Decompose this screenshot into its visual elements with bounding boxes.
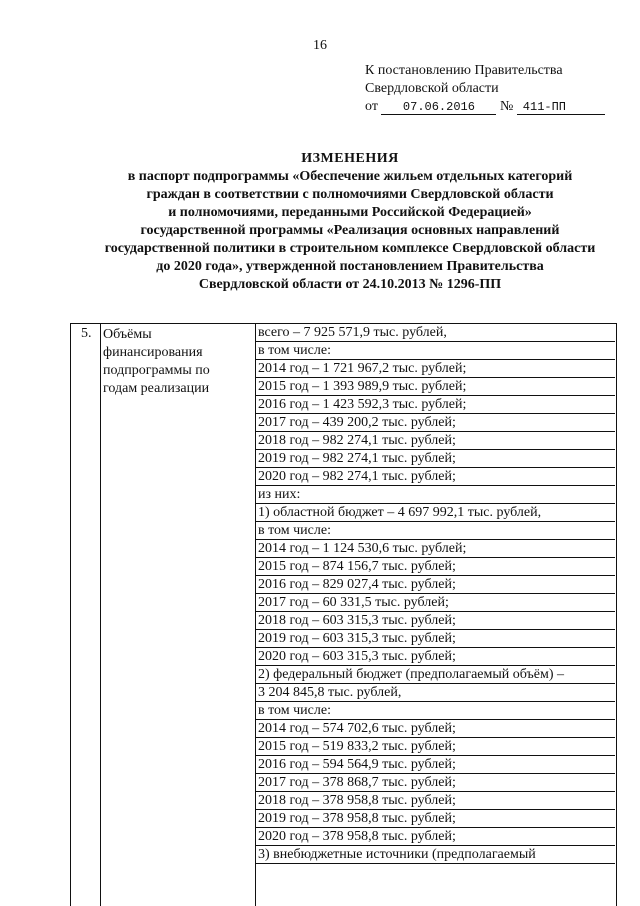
appendix-line-1: К постановлению Правительства bbox=[365, 63, 563, 78]
title-line: и полномочиями, переданными Российской Федерацией» bbox=[168, 205, 532, 220]
value-line: 2020 год – 378 958,8 тыс. рублей; bbox=[256, 828, 615, 846]
number-label: № bbox=[499, 99, 514, 114]
row-name-line: Объёмы bbox=[103, 327, 152, 342]
value-line: 2018 год – 603 315,3 тыс. рублей; bbox=[256, 612, 615, 630]
value-line: 3) внебюджетные источники (предполагаемый bbox=[256, 846, 615, 864]
value-line: 2019 год – 982 274,1 тыс. рублей; bbox=[256, 450, 615, 468]
appendix-line-3 bbox=[365, 98, 605, 116]
page-number: 16 bbox=[313, 38, 327, 53]
value-line: 2017 год – 439 200,2 тыс. рублей; bbox=[256, 414, 615, 432]
value-line: в том числе: bbox=[256, 522, 615, 540]
row-value-cell bbox=[256, 324, 615, 864]
row-name-cell bbox=[101, 324, 256, 906]
value-line: в том числе: bbox=[256, 702, 615, 720]
from-label: от bbox=[365, 99, 378, 114]
title-line: граждан в соответствии с полномочиями Свердловской области bbox=[146, 187, 554, 202]
appendix-line-2: Свердловской области bbox=[365, 81, 499, 96]
row-name-line: годам реализации bbox=[103, 381, 210, 396]
value-line: 2016 год – 829 027,4 тыс. рублей; bbox=[256, 576, 615, 594]
value-line: в том числе: bbox=[256, 342, 615, 360]
value-line: 2019 год – 378 958,8 тыс. рублей; bbox=[256, 810, 615, 828]
value-line: 2020 год – 603 315,3 тыс. рублей; bbox=[256, 648, 615, 666]
row-name bbox=[103, 326, 210, 398]
title-line: до 2020 года», утвержденной постановлением Правительства bbox=[156, 259, 544, 274]
value-line: 2017 год – 60 331,5 тыс. рублей; bbox=[256, 594, 615, 612]
title-head: ИЗМЕНЕНИЯ bbox=[301, 151, 399, 166]
value-line: 2015 год – 1 393 989,9 тыс. рублей; bbox=[256, 378, 615, 396]
value-line: 2014 год – 1 721 967,2 тыс. рублей; bbox=[256, 360, 615, 378]
decree-date: 07.06.2016 bbox=[381, 100, 496, 115]
title-line: Свердловской области от 24.10.2013 № 1296-ПП bbox=[198, 277, 502, 292]
row-name-line: финансирования bbox=[103, 345, 203, 360]
value-line: 2017 год – 378 868,7 тыс. рублей; bbox=[256, 774, 615, 792]
value-line: 2015 год – 874 156,7 тыс. рублей; bbox=[256, 558, 615, 576]
value-line: 2016 год – 1 423 592,3 тыс. рублей; bbox=[256, 396, 615, 414]
title-line: государственной программы «Реализация основных направлений bbox=[140, 223, 560, 238]
value-line: 2014 год – 1 124 530,6 тыс. рублей; bbox=[256, 540, 615, 558]
value-line: 2018 год – 982 274,1 тыс. рублей; bbox=[256, 432, 615, 450]
decree-number: 411-ПП bbox=[517, 100, 605, 115]
appendix-block bbox=[365, 62, 605, 116]
value-line: 2014 год – 574 702,6 тыс. рублей; bbox=[256, 720, 615, 738]
row-name-line: подпрограммы по bbox=[103, 363, 210, 378]
value-line: 3 204 845,8 тыс. рублей, bbox=[256, 684, 615, 702]
title-line: в паспорт подпрограммы «Обеспечение жильем отдельных категорий bbox=[127, 169, 573, 184]
financing-table bbox=[70, 323, 617, 906]
row-number: 5. bbox=[81, 326, 92, 341]
value-line: 2015 год – 519 833,2 тыс. рублей; bbox=[256, 738, 615, 756]
value-line: всего – 7 925 571,9 тыс. рублей, bbox=[256, 324, 615, 342]
value-line: 2) федеральный бюджет (предполагаемый объём) – bbox=[256, 666, 615, 684]
value-line: 2020 год – 982 274,1 тыс. рублей; bbox=[256, 468, 615, 486]
row-number-cell bbox=[71, 324, 101, 906]
title-line: государственной политики в строительном комплексе Свердловской области bbox=[104, 241, 596, 256]
value-line: 2016 год – 594 564,9 тыс. рублей; bbox=[256, 756, 615, 774]
value-line: 1) областной бюджет – 4 697 992,1 тыс. рублей, bbox=[256, 504, 615, 522]
value-line: из них: bbox=[256, 486, 615, 504]
value-line: 2019 год – 603 315,3 тыс. рублей; bbox=[256, 630, 615, 648]
value-line: 2018 год – 378 958,8 тыс. рублей; bbox=[256, 792, 615, 810]
document-title bbox=[60, 150, 640, 294]
